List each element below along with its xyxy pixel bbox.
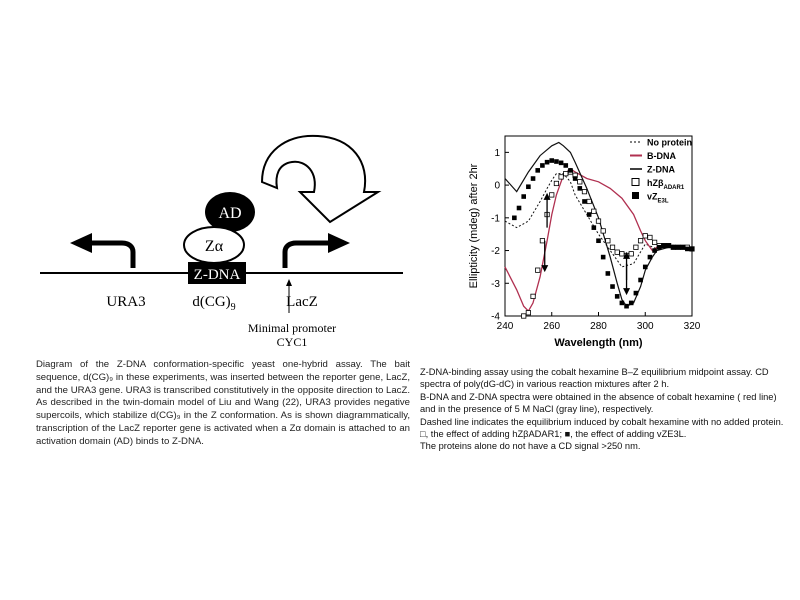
vz-filled-square-point <box>634 291 639 296</box>
vz-filled-square-point <box>582 199 587 204</box>
promoter-label-line1: Minimal promoter <box>247 321 337 335</box>
hzb-open-square-point <box>615 250 619 254</box>
vz-filled-square-point <box>610 284 615 289</box>
vz-filled-square-point <box>671 245 676 250</box>
right-caption-line2: B-DNA and Z-DNA spectra were obtained in the absence of cobalt hexamine ( red line) and in the presence of 5 M NaCl (gray line), respectively. <box>420 391 777 415</box>
hzb-open-square-point <box>531 294 535 298</box>
curved-activation-arrow <box>262 136 378 222</box>
x-tick-label: 300 <box>636 321 654 332</box>
chart-legend <box>630 138 692 205</box>
vz-filled-square-point <box>517 206 522 211</box>
vz-filled-square-point <box>578 186 583 191</box>
vz-filled-square-point <box>573 176 578 181</box>
vz-filled-square-point <box>587 212 592 217</box>
lacz-arrowhead-icon <box>328 233 350 253</box>
ura3-arrowhead-icon <box>70 233 92 253</box>
hzb-open-square-point <box>634 245 638 249</box>
legend-label-main: Z-DNA <box>647 164 675 175</box>
promoter-pointer-arrowhead-icon <box>286 279 292 286</box>
vz-filled-square-point <box>512 216 517 221</box>
plot-frame <box>505 136 692 316</box>
hzb-open-square-point <box>610 245 614 249</box>
x-tick-label: 280 <box>590 321 607 332</box>
hzb-open-square-point <box>596 219 600 223</box>
legend-label-subscript: E3L <box>657 198 669 205</box>
vz-filled-square-point <box>549 158 554 163</box>
hzb-open-square-point <box>643 234 647 238</box>
vz-filled-square-point <box>648 255 653 260</box>
left-caption-text: Diagram of the Z-DNA conformation-specific yeast one-hybrid assay. The bait sequence, d(CG)₉ in these experiments, was inserted between the reporter gene, LacZ, and the URA3 gene. URA3 is transcribed constitutively in the opposite direction to LacZ. As described in the twin-domain model of Liu and Wang (22), URA3 provides negative supercoils, which stabilize d(CG)₉ in the Z conformation. As is shown diagrammatically, transcription of the LacZ reporter gene is activated when a Zα domain is attached to an activation domain (AD) binds to Z-DNA. <box>36 359 410 447</box>
za-label: Zα <box>204 238 224 255</box>
legend-label <box>647 165 675 175</box>
vz-filled-square-point <box>680 245 685 250</box>
vz-filled-square-point <box>690 247 695 252</box>
vz-filled-square-point <box>563 163 568 168</box>
vz-filled-square-point <box>615 294 620 299</box>
legend-label <box>647 178 685 191</box>
legend-label <box>647 192 669 205</box>
hzb-open-square-point <box>629 252 633 256</box>
cd-spectra-chart <box>440 118 780 368</box>
hzb-open-square-point <box>522 314 526 318</box>
hzb-open-square-point <box>564 171 568 175</box>
vz-filled-square-point <box>592 225 597 230</box>
hzb-open-square-point <box>550 193 554 197</box>
legend-label <box>647 138 692 148</box>
hzb-open-square-point <box>620 252 624 256</box>
legend-label-main: No protein <box>647 137 692 148</box>
vz-filled-square-point <box>676 245 681 250</box>
hzb-open-square-point <box>536 268 540 272</box>
right-caption-line1: Z-DNA-binding assay using the cobalt hexamine B–Z equilibrium midpoint assay. CD spectra of poly(dG-dC) in various reaction mixtures after 2 h. <box>420 367 769 390</box>
legend-swatch-hzb <box>632 179 639 186</box>
vz-filled-square-point <box>526 184 531 189</box>
hzb-open-square-point <box>652 240 656 244</box>
x-axis-label: Wavelength (nm) <box>554 337 643 349</box>
legend-swatch-vz <box>632 192 639 199</box>
legend-label-main: vZ <box>647 191 658 202</box>
vz-filled-square-point <box>540 163 545 168</box>
y-tick-label: -3 <box>491 278 500 290</box>
legend-label-subscript: ADAR1 <box>663 185 685 191</box>
vz-filled-square-point <box>601 255 606 260</box>
vz-filled-square-point <box>662 243 667 248</box>
promoter-label-line2: CYC1 <box>276 335 308 349</box>
dcg9-label: $d(CG)_9$ <box>192 294 236 313</box>
vz-filled-square-point <box>629 301 634 306</box>
zdna-label: Z-DNA <box>193 267 241 283</box>
vz-filled-square-point <box>652 248 657 253</box>
vz-filled-square-point <box>666 243 671 248</box>
vz-filled-square-point <box>620 301 625 306</box>
vz-filled-square-point <box>606 271 611 276</box>
hzb-open-square-point <box>582 189 586 193</box>
legend-label <box>647 151 676 161</box>
hzb-open-square-point <box>526 311 530 315</box>
vz-filled-square-point <box>643 265 648 270</box>
vz-filled-square-point <box>596 238 601 243</box>
vz-filled-square-point <box>554 159 559 164</box>
vz-filled-square-point <box>685 247 690 252</box>
hzb-open-square-point <box>592 209 596 213</box>
y-tick-label: 1 <box>494 147 500 159</box>
vz-filled-square-point <box>568 168 573 173</box>
vz-filled-square-point <box>531 176 536 181</box>
vz-filled-square-point <box>657 245 662 250</box>
legend-label-main: B-DNA <box>647 151 676 161</box>
hzb-open-square-point <box>554 181 558 185</box>
hzb-open-square-point <box>601 229 605 233</box>
vz-filled-square-point <box>559 161 564 166</box>
legend-label-main: hZβ <box>647 178 664 188</box>
hzb-open-square-point <box>559 175 563 179</box>
ura3-label: URA3 <box>106 294 146 310</box>
right-caption-line4: The proteins alone do not have a CD signal >250 nm. <box>420 441 641 452</box>
left-figure-caption <box>36 359 410 449</box>
hzb-open-square-point <box>606 239 610 243</box>
y-axis-label: Ellipticity (mdeg) after 2hr <box>468 163 480 289</box>
vz-filled-square-point <box>624 304 629 309</box>
lacz-direction-arrow <box>285 243 330 268</box>
x-tick-label: 320 <box>683 321 701 332</box>
x-tick-label: 240 <box>496 321 514 332</box>
hzb-open-square-point <box>638 239 642 243</box>
lacz-label: LacZ <box>286 294 318 310</box>
hzb-open-square-point <box>540 239 544 243</box>
hzb-open-square-point <box>578 180 582 184</box>
ura3-direction-arrow <box>90 243 133 268</box>
x-tick-label: 260 <box>543 321 561 332</box>
arrow-down-icon <box>623 288 630 295</box>
hzb-open-square-point <box>587 199 591 203</box>
vz-filled-square-point <box>535 168 540 173</box>
right-caption-line3: Dashed line indicates the equilibrium induced by cobalt hexamine with no added protein. □, the effect of adding hZβADAR1; ■, the effect of adding vZE3L. <box>420 416 784 440</box>
ad-label: AD <box>218 205 242 222</box>
vz-filled-square-point <box>638 278 643 283</box>
right-figure-caption <box>420 366 788 453</box>
one-hybrid-assay-diagram <box>0 0 410 360</box>
y-tick-label: -4 <box>491 311 500 323</box>
y-tick-label: 0 <box>494 180 500 192</box>
vz-filled-square-point <box>521 194 526 199</box>
vz-filled-square-point <box>545 160 550 165</box>
y-tick-label: -1 <box>491 213 500 225</box>
y-tick-label: -2 <box>491 246 500 258</box>
hzb-open-square-point <box>648 235 652 239</box>
